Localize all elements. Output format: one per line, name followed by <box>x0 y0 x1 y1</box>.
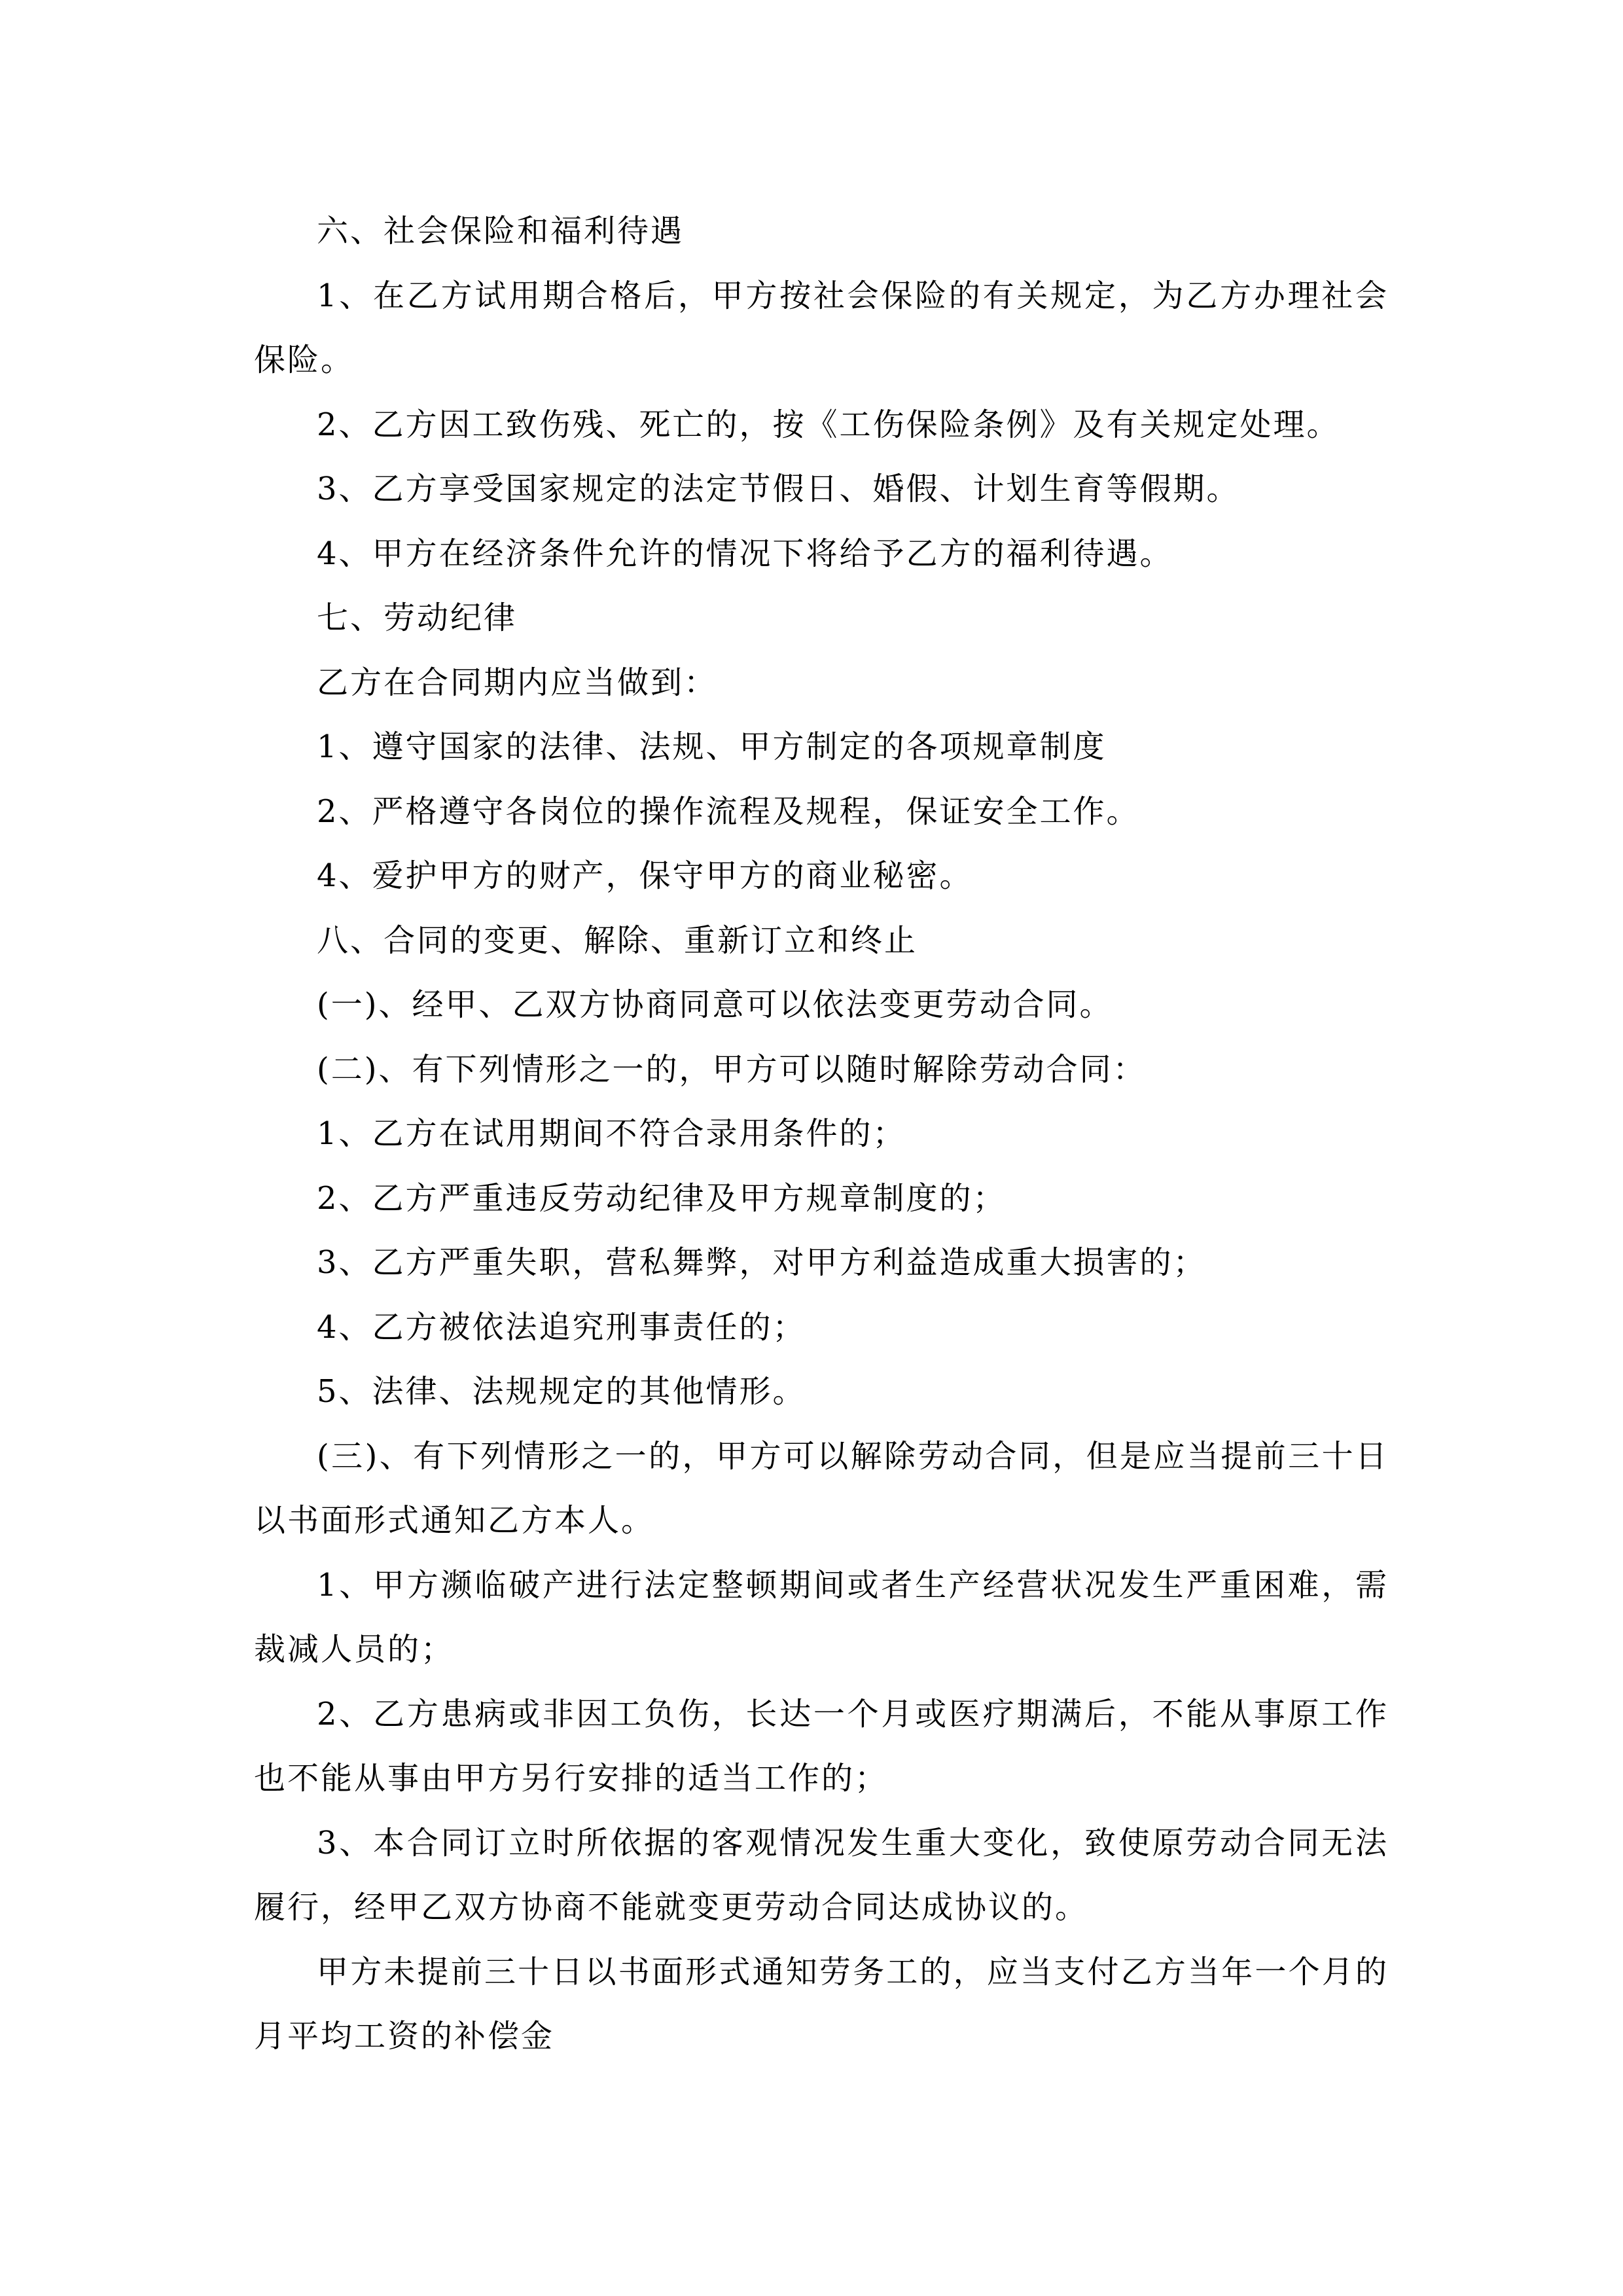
clause-paragraph: (一)、经甲、乙双方协商同意可以依法变更劳动合同。 <box>317 986 1113 1023</box>
clause-paragraph: 3、乙方享受国家规定的法定节假日、婚假、计划生育等假期。 <box>317 471 1240 507</box>
clause-paragraph: 4、甲方在经济条件允许的情况下将给予乙方的福利待遇。 <box>317 535 1173 572</box>
clause-paragraph: 3、乙方严重失职，营私舞弊，对甲方利益造成重大损害的； <box>317 1244 1207 1281</box>
section-heading-social-insurance: 六、社会保险和福利待遇 <box>317 213 685 249</box>
clause-paragraph: 1、乙方在试用期间不符合录用条件的； <box>317 1115 906 1152</box>
clause-paragraph: 甲方未提前三十日以书面形式通知劳务工的，应当支付乙方当年一个月的月平均工资的补偿金 <box>254 1953 1389 2054</box>
clause-paragraph: 2、乙方严重违反劳动纪律及甲方规章制度的； <box>317 1179 1007 1217</box>
clause-paragraph: 乙方在合同期内应当做到： <box>317 664 718 701</box>
clause-paragraph: 1、遵守国家的法律、法规、甲方制定的各项规章制度 <box>317 728 1107 765</box>
clause-paragraph: 4、乙方被依法追究刑事责任的； <box>317 1308 806 1346</box>
clause-paragraph: 2、乙方患病或非因工负伤，长达一个月或医疗期满后，不能从事原工作也不能从事由甲方另行安排的适当工作的； <box>254 1695 1389 1797</box>
clause-paragraph: 4、爱护甲方的财产，保守甲方的商业秘密。 <box>317 857 973 894</box>
clause-paragraph: (二)、有下列情形之一的，甲方可以随时解除劳动合同： <box>317 1050 1147 1088</box>
clause-paragraph: (三)、有下列情形之一的，甲方可以解除劳动合同，但是应当提前三十日以书面形式通知乙方本人。 <box>254 1437 1389 1539</box>
section-heading-labor-discipline: 七、劳动纪律 <box>317 600 518 636</box>
clause-paragraph: 2、严格遵守各岗位的操作流程及规程，保证安全工作。 <box>317 793 1140 830</box>
section-heading-contract-changes: 八、合同的变更、解除、重新订立和终止 <box>317 922 918 959</box>
clause-paragraph: 1、甲方濒临破产进行法定整顿期间或者生产经营状况发生严重困难，需裁减人员的； <box>254 1566 1389 1668</box>
clause-paragraph: 5、法律、法规规定的其他情形。 <box>317 1373 806 1410</box>
clause-paragraph: 2、乙方因工致伤残、死亡的，按《工伤保险条例》及有关规定处理。 <box>317 406 1340 443</box>
clause-paragraph: 3、本合同订立时所依据的客观情况发生重大变化，致使原劳动合同无法履行，经甲乙双方协商不能就变更劳动合同达成协议的。 <box>254 1824 1389 1926</box>
document-body <box>254 199 1389 2069</box>
clause-paragraph: 1、在乙方试用期合格后，甲方按社会保险的有关规定，为乙方办理社会保险。 <box>254 277 1389 378</box>
